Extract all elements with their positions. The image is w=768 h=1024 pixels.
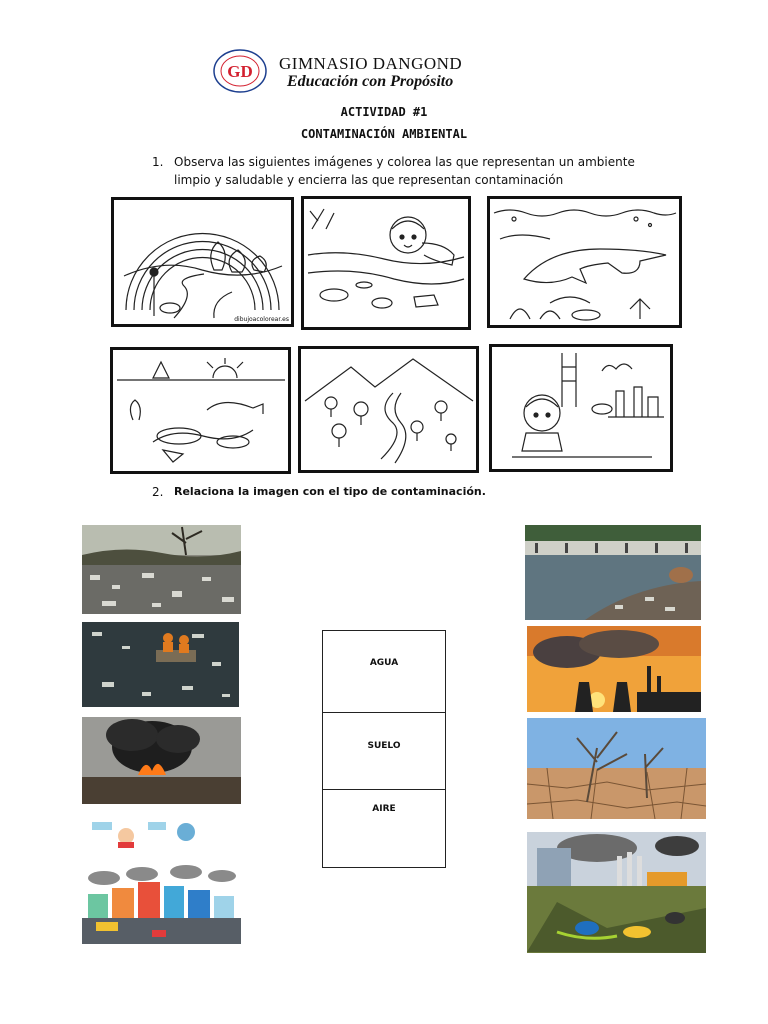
instruction-2-text: Relaciona la imagen con el tipo de contaminación. [174,485,486,498]
instruction-1-number: 1. [152,155,164,169]
mountains-trees-drawing [298,346,479,473]
dolphin-underwater-drawing [487,196,682,328]
school-slogan: Educación con Propósito [287,73,454,90]
polluted-river-child-drawing [301,196,471,330]
dry-cracked-land-photo [527,718,706,819]
drawing-caption: dibujoacolorear.es [234,316,289,323]
table-cell-suelo: SUELO [367,741,401,751]
table-cell-agua: AGUA [369,658,399,668]
contamination-type-table [322,630,446,868]
table-row-agua [323,631,445,713]
polluted-beach-drawing [110,347,291,474]
activity-subtitle: CONTAMINACIÓN AMBIENTAL [300,127,468,141]
table-row-suelo [323,713,445,790]
polluted-shore-photo [525,525,701,620]
river-cleanup-photo [82,622,239,707]
school-logo [212,48,268,94]
industrial-pollution-illustration [527,832,706,953]
instruction-1 [152,153,692,193]
rainbow-landscape-drawing [111,197,294,327]
black-smoke-fire-photo [82,717,241,804]
table-cell-aire: AIRE [372,804,396,814]
school-name: GIMNASIO DANGOND [279,54,463,73]
instruction-2 [152,483,692,503]
logo-letters: GD [227,62,253,81]
factory-sunset-smoke-photo [527,626,701,712]
instruction-1-text: Observa las siguientes imágenes y colorea las que representan un ambiente limpio y saludable y encierra las que representan contaminación [174,155,635,187]
child-factory-smoke-drawing [489,344,673,472]
activity-title: ACTIVIDAD #1 [340,105,428,119]
table-row-aire [323,790,445,867]
instruction-2-number: 2. [152,485,164,499]
garbage-field-photo [82,525,241,614]
city-pollution-illustration [82,816,241,944]
